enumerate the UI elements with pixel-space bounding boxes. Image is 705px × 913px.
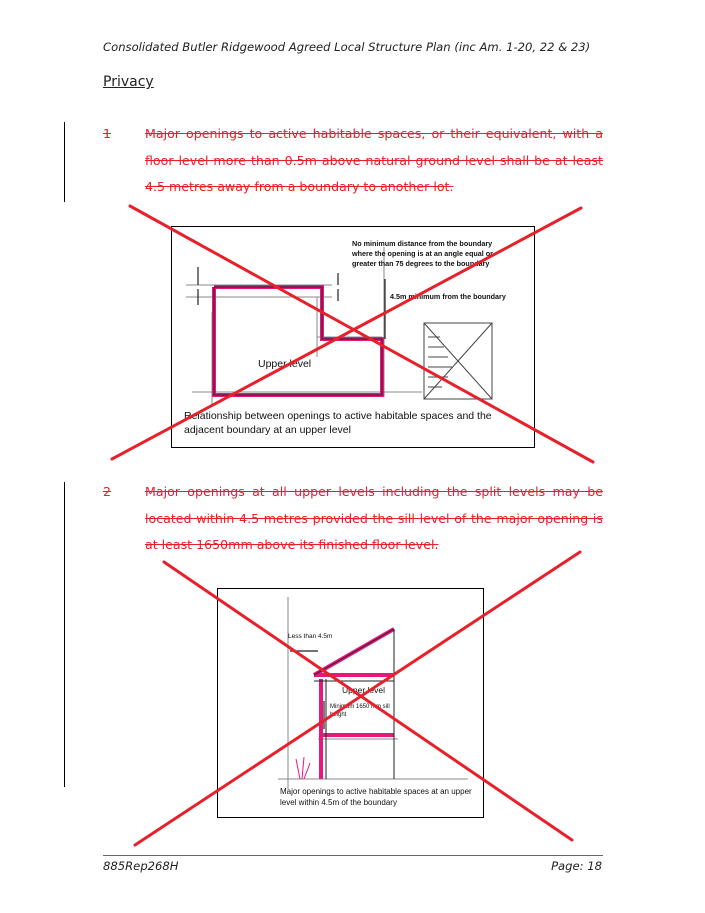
figure2-caption: Major openings to active habitable spaces at an upper level within 4.5m of the boundary [280, 787, 472, 807]
section-title: Privacy [103, 74, 154, 90]
clause-text: Major openings at all upper levels including the split levels may be located within 4.5 metres provided the sill level of the major opening is at least 1650mm above its finished floor level. [145, 484, 603, 552]
cross-line [130, 206, 593, 462]
clause-number: 1 [103, 126, 112, 141]
figure1-caption: Relationship between openings to active habitable spaces and the adjacent boundary at an upper level [184, 410, 492, 436]
figure2-sill-label: Minimum 1650 mm sill height [330, 704, 390, 718]
figure2-dimension-label: Less than 4.5m [288, 633, 333, 640]
figure1-dimension-label: 4.5m minimum from the boundary [390, 292, 506, 301]
figure1-room-label: Upper level [258, 358, 312, 370]
cross-line [164, 562, 572, 840]
page-number: Page: 18 [551, 859, 602, 873]
clause-number: 2 [103, 484, 112, 499]
figure2-room-label: Upper level [342, 685, 385, 695]
footer-rule [103, 855, 603, 856]
document-header: Consolidated Butler Ridgewood Agreed Local Structure Plan (inc Am. 1-20, 22 & 23) [103, 40, 591, 54]
figure1-note: No minimum distance from the boundary where the opening is at an angle equal or greater than 75 degrees to the boundary [352, 239, 493, 268]
cross-line [112, 208, 581, 459]
report-number: 885Rep268H [103, 859, 179, 873]
clause-text: Major openings to active habitable spaces, or their equivalent, with a floor level more than 0.5m above natural ground level shall be at least 4.5 metres away from a boundary to another lot. [145, 126, 603, 194]
